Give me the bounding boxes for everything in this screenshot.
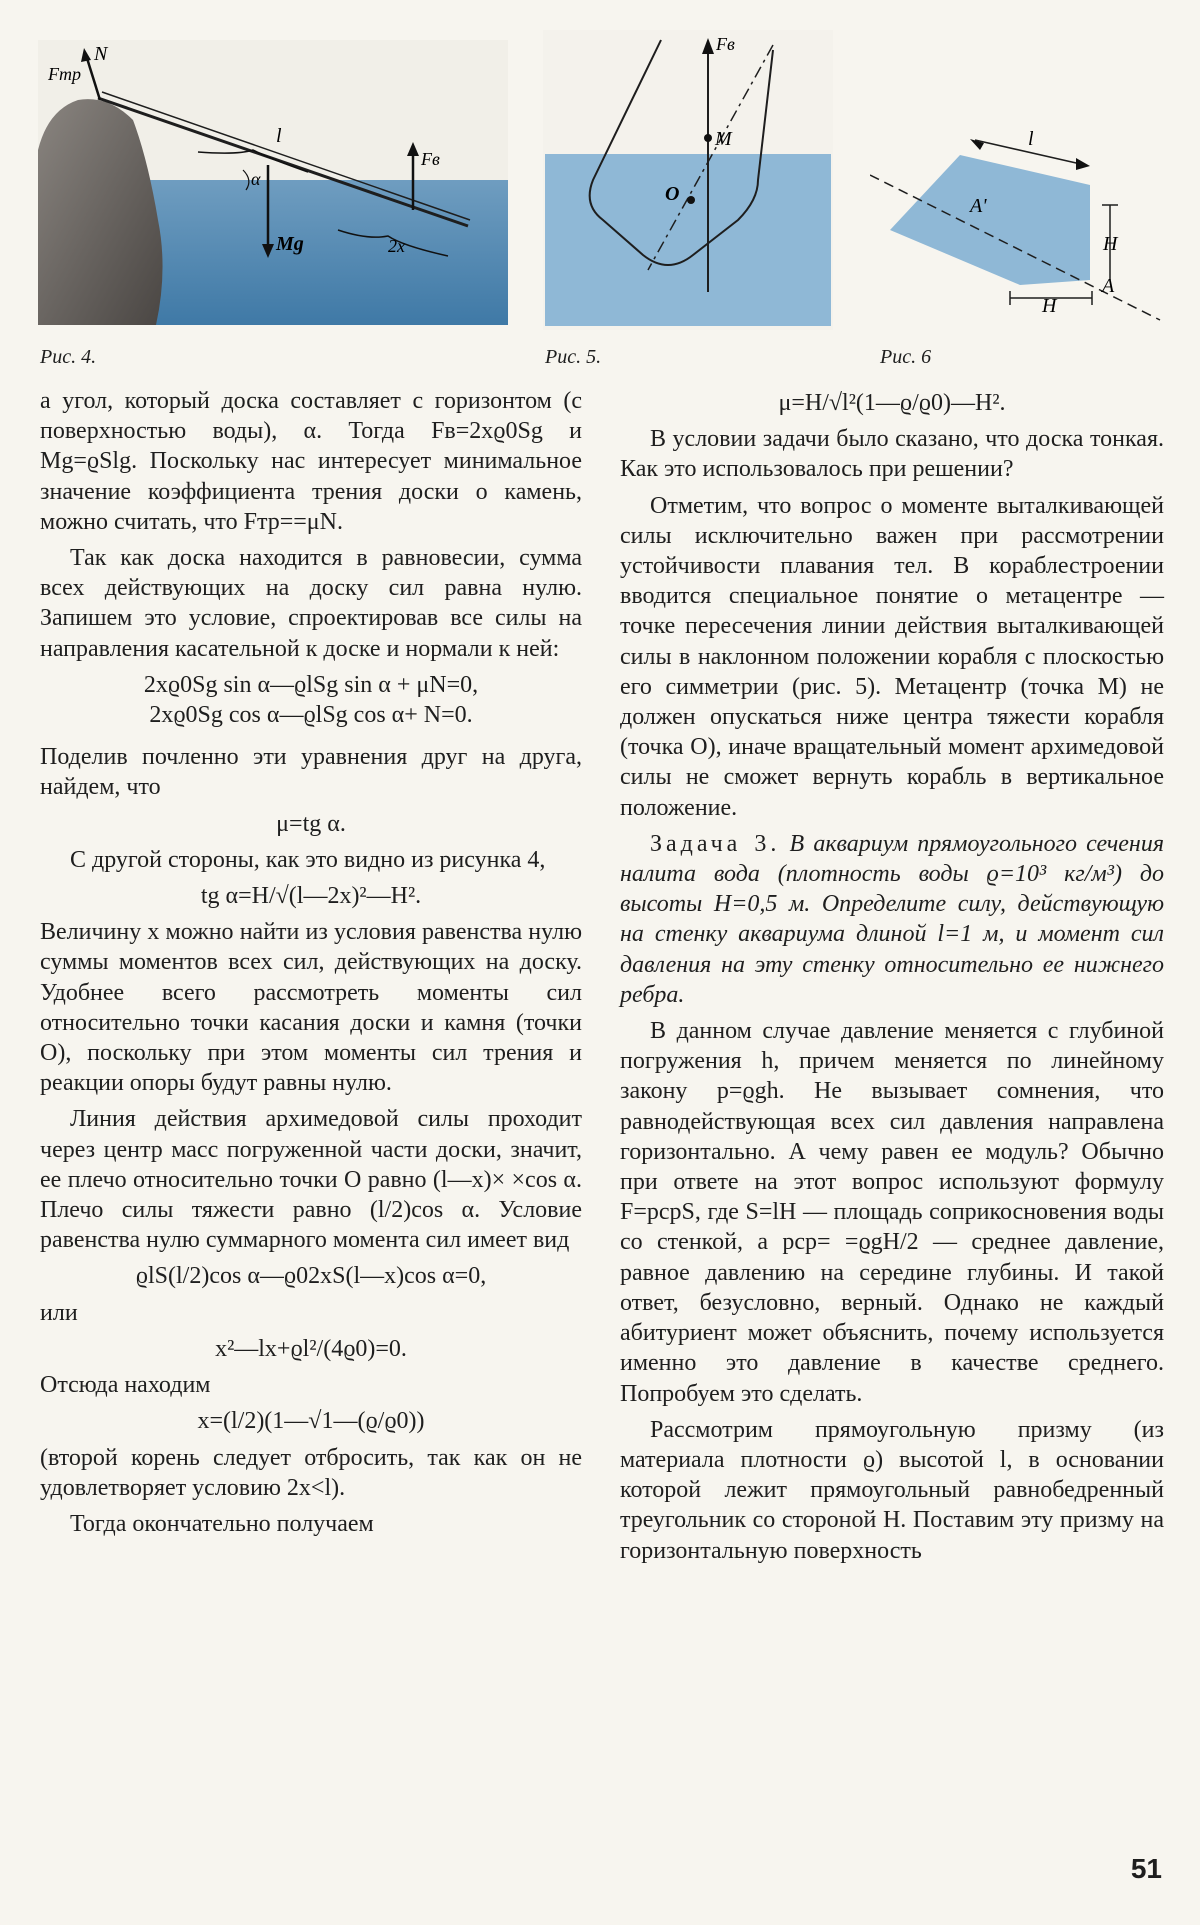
fig4-label-alpha: α	[251, 169, 261, 189]
equation: x²—lx+ϱl²/(4ϱ0)=0.	[215, 1335, 407, 1362]
equation: tg α=H/√(l—2x)²—H².	[200, 883, 422, 910]
paragraph: Так как доска находится в равновесии, сумма всех действующих на доску сил равна нулю. Запишем это условие, спроектировав все силы на направления касательной к доске и нормали к ней:	[40, 545, 582, 662]
equation: μ=tg α.	[276, 810, 346, 837]
fig6-label-a-prime: A'	[970, 195, 987, 217]
caption-fig5: Рис. 5.	[545, 346, 602, 368]
task-label: Задача 3.	[650, 830, 781, 857]
equation: ϱlS(l/2)cos α—ϱ02xS(l—x)cos α=0,	[135, 1263, 487, 1290]
paragraph: В данном случае давление меняется с глубиной погружения h, причем меняется по линейному закону p=ϱgh. Не вызывает сомнения, что равнодействующая всех сил давления направлена горизонтально. А чему равен ее модуль? Обычно при ответе на этот вопрос используют формулу F=pсрS, где S=lH — площадь соприкосновения воды со стенкой, а pср= =ϱgH/2 — среднее давление, равное давлению на середине глубины. И такой ответ, безусловно, верный. Однако не каждый абитуриент может объяснить, почему используется именно это давление в качестве среднего. Попробуем это сделать.	[620, 1018, 1164, 1407]
equation: 2xϱ0Sg cos α—ϱlSg cos α+ N=0.	[149, 702, 473, 729]
metacenter-point	[704, 134, 712, 142]
fig5-label-m: M	[715, 128, 732, 150]
paragraph: или	[40, 1299, 78, 1326]
caption-fig4: Рис. 4.	[40, 346, 97, 368]
paragraph: а угол, который доска составляет с горизонтом (с поверхностью воды), α. Тогда Fв=2xϱ0Sg и Mg=ϱSlg. Поскольку нас интересует минимальное значение коэффициента трения доски о камень, можно считать, что Fтр==μN.	[40, 388, 582, 535]
paragraph: Рассмотрим прямоугольную призму (из материала плотности ϱ) высотой l, в основании которой лежит прямоугольный равнобедренный треугольник со стороной H. Поставим эту призму на горизонтальную поверхность	[620, 1416, 1164, 1564]
fig6-label-h: H	[1103, 233, 1118, 255]
prism-face	[890, 155, 1090, 285]
paragraph: Отсюда находим	[40, 1372, 211, 1399]
fig6-label-a: A	[1102, 275, 1115, 297]
paragraph: (второй корень следует отбросить, так как он не удовлетворяет условию 2x<l).	[40, 1444, 582, 1501]
fig4-label-mg: Mg	[276, 233, 304, 255]
equation: 2xϱ0Sg sin α—ϱlSg sin α + μN=0,	[143, 671, 479, 698]
figure-5	[543, 30, 833, 330]
fig5-label-fb: Fв	[716, 34, 735, 54]
paragraph: В условии задачи было сказано, что доска тонкая. Как это использовалось при решении?	[620, 426, 1164, 483]
paragraph: Отметим, что вопрос о моменте выталкивающей силы исключительно важен при рассмотрении устойчивости плавания тел. В кораблестроении вводится специальное понятие о метацентре — точке пересечения линии действия выталкивающей силы в наклонном положении корабля с плоскостью его симметрии (рис. 5). Метацентр (точка M) не должен опускаться ниже центра тяжести корабля (точка O), иначе вращательный момент архимедовой силы не сможет вернуть корабль в вертикальное положение.	[620, 492, 1164, 821]
fig4-label-ftr: Fтр	[48, 64, 81, 84]
paragraph: Поделив почленно эти уравнения друг на друга, найдем, что	[40, 744, 582, 801]
figure-4	[38, 40, 508, 330]
fig6-label-base: H	[1042, 295, 1057, 317]
right-column	[620, 386, 1164, 1572]
fig5-label-o: O	[665, 183, 680, 205]
caption-fig6: Рис. 6	[880, 346, 932, 368]
task-statement	[620, 829, 1164, 1010]
fig4-label-2x: 2x	[388, 236, 405, 256]
equation-system	[40, 670, 582, 730]
left-column	[40, 386, 582, 1545]
page-number: 51	[1130, 1853, 1162, 1884]
paragraph: С другой стороны, как это видно из рисунка 4,	[70, 846, 546, 873]
fig4-label-n: N	[94, 43, 108, 65]
paragraph: Линия действия архимедовой силы проходит через центр масс погруженной части доски, значит, ее плечо относительно точки O равно (l—x)× ×cos α. Плечо силы тяжести равно (l/2)cos α. Условие равенства нулю суммарного момента сил имеет вид	[40, 1106, 582, 1254]
fig6-label-l: l	[1028, 128, 1034, 150]
equation: μ=H/√l²(1—ϱ/ϱ0)—H².	[778, 390, 1006, 416]
water	[545, 154, 831, 326]
fig4-label-fb: Fв	[421, 149, 440, 169]
figure-6	[870, 120, 1170, 330]
paragraph: Величину x можно найти из условия равенства нулю суммы моментов всех сил, действующих на доску. Удобнее всего рассмотреть моменты сил относительно точки касания доски и камня (точки O), поскольку при этом моменты сил трения и реакции опоры будут равны нулю.	[40, 919, 582, 1097]
paragraph: Тогда окончательно получаем	[70, 1510, 374, 1537]
fig4-label-l: l	[276, 125, 282, 147]
equation: x=(l/2)(1—√1—(ϱ/ϱ0))	[197, 1408, 425, 1435]
task-text: В аквариум прямоугольного сечения налита вода (плотность воды ϱ=10³ кг/м³) до высоты H=0,5 м. Определите силу, действующую на стенку аквариума длиной l=1 м, и момент сил давления на эту стенку относительно ее нижнего ребра.	[620, 830, 1164, 1008]
center-point	[687, 196, 695, 204]
